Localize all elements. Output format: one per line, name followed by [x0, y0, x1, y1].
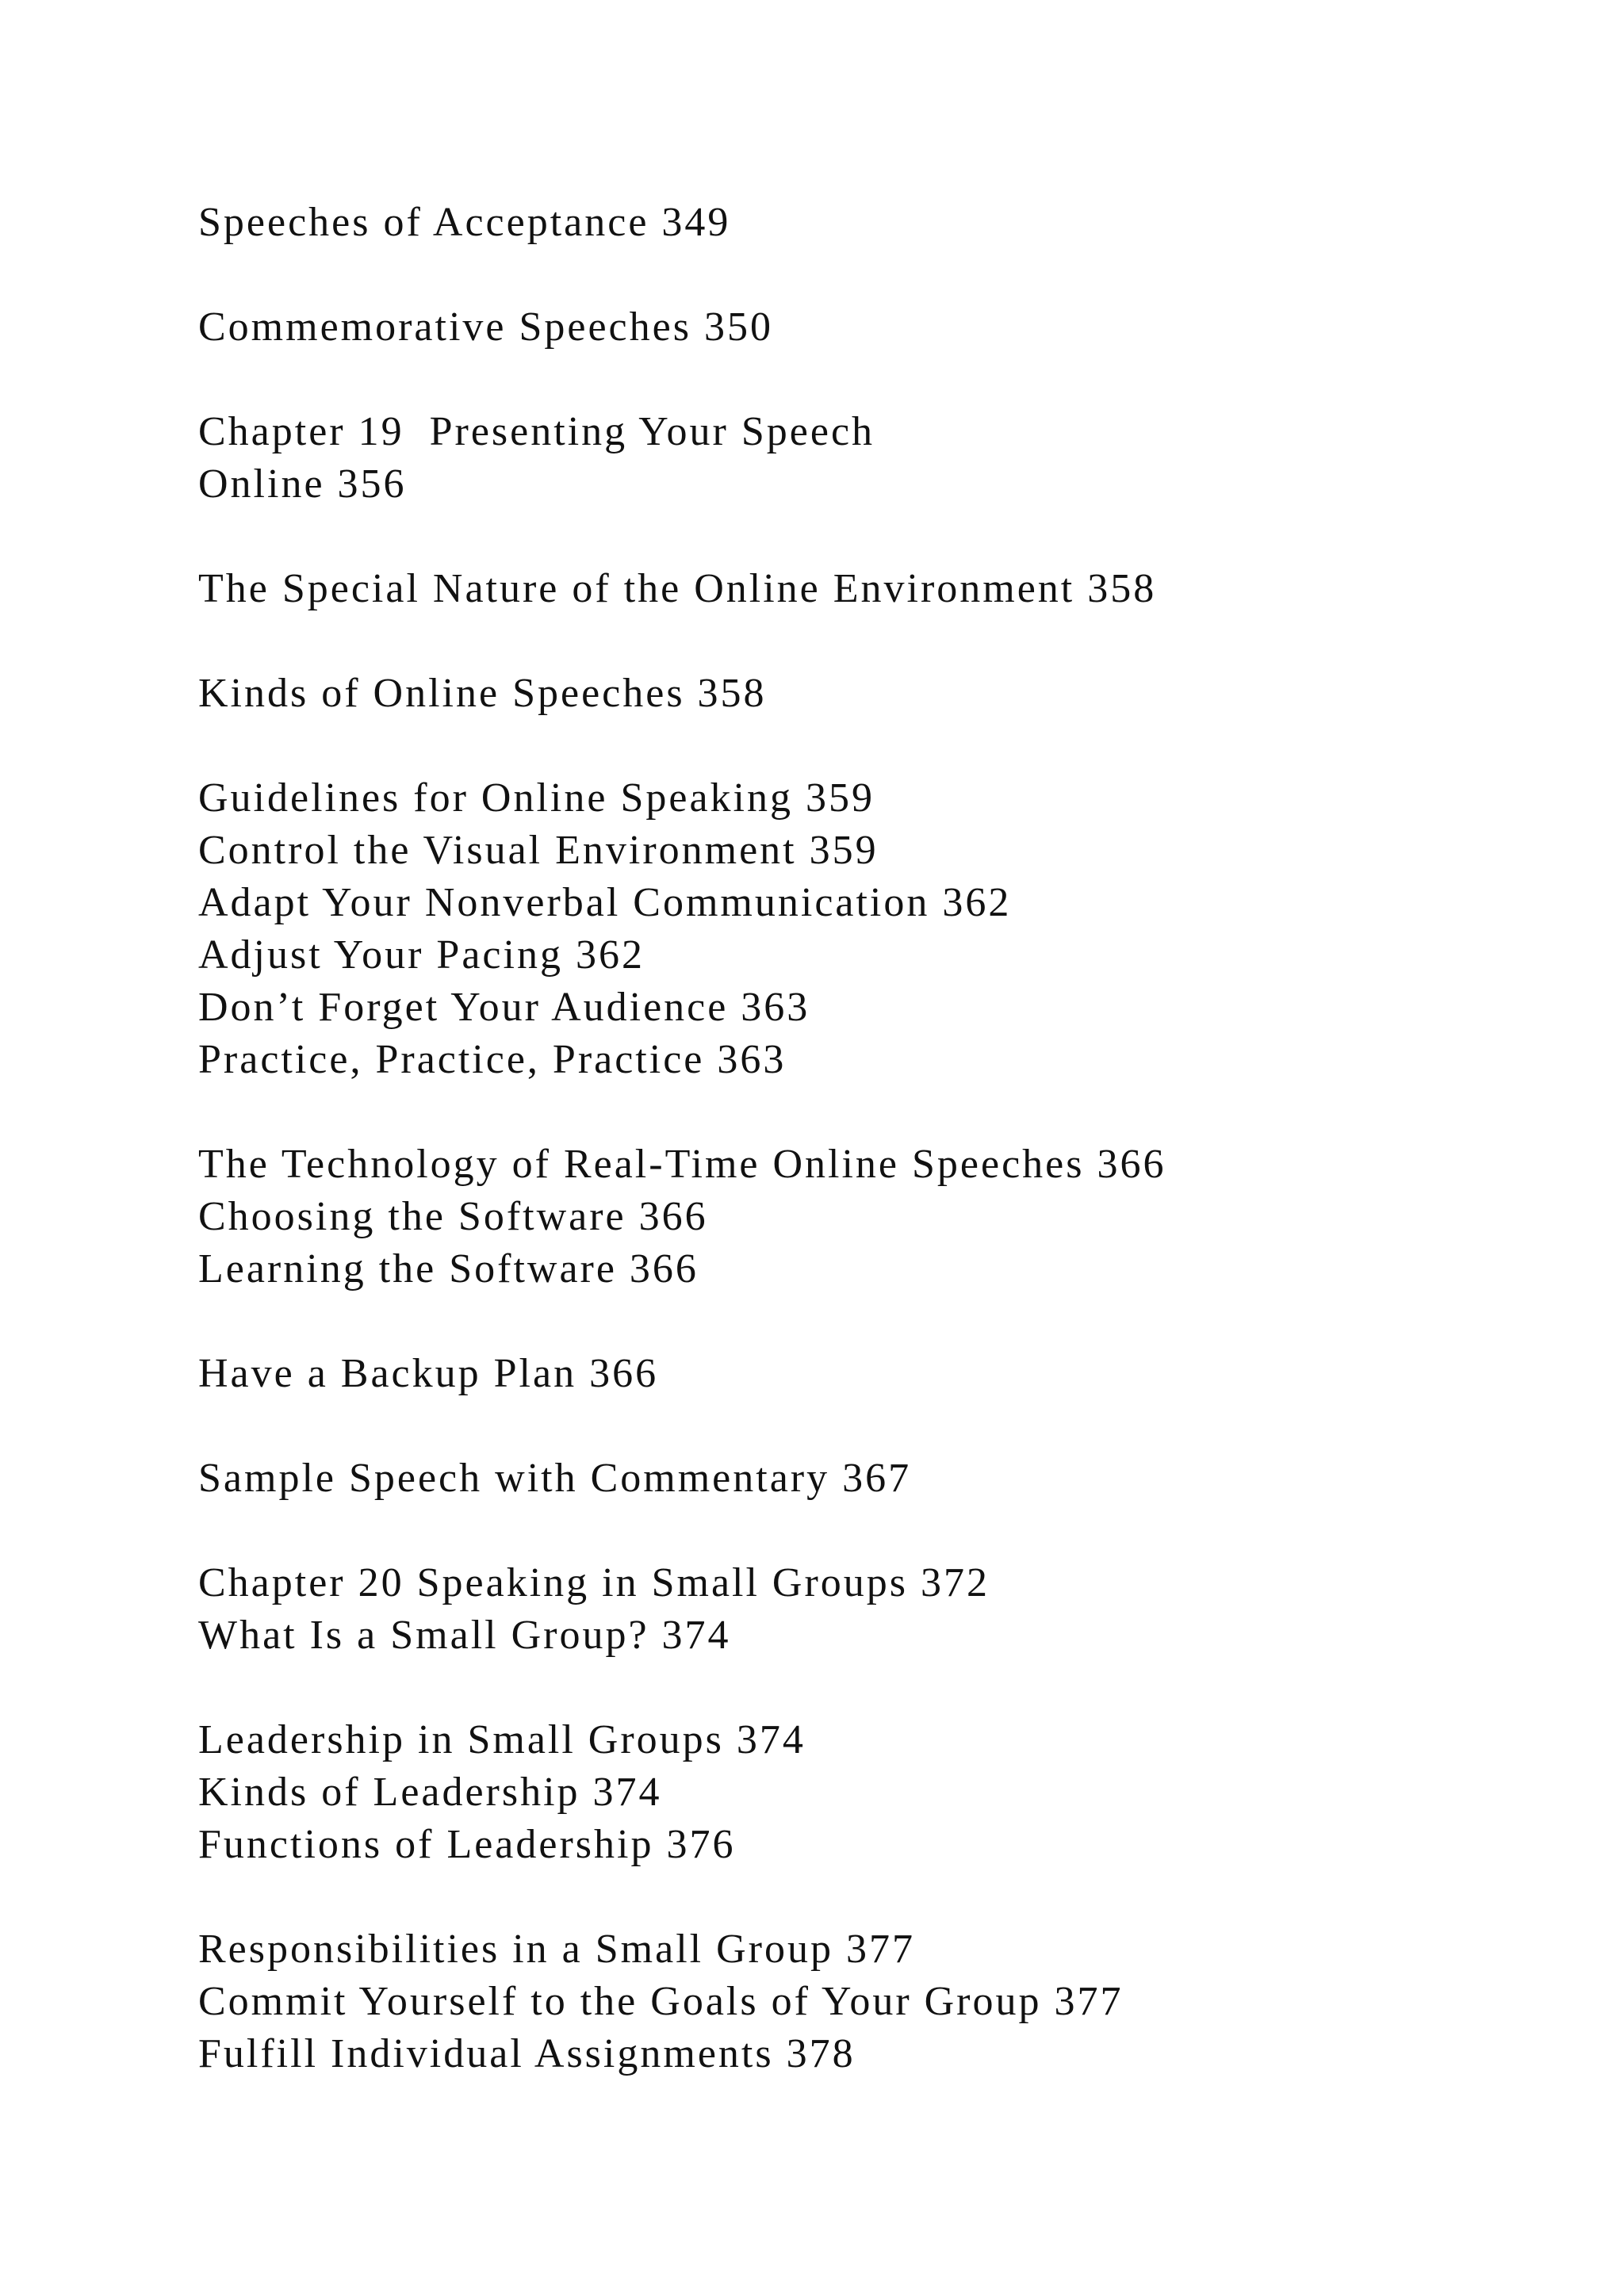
toc-entry: The Technology of Real-Time Online Speeches 366	[198, 1142, 1166, 1187]
toc-subentry: Control the Visual Environment 359	[198, 828, 879, 873]
toc-subentry: Don’t Forget Your Audience 363	[198, 985, 810, 1030]
toc-subentry: Choosing the Software 366	[198, 1194, 708, 1239]
toc-subentry: Functions of Leadership 376	[198, 1822, 736, 1867]
toc-entry: What Is a Small Group? 374	[198, 1613, 731, 1658]
toc-chapter-heading: Chapter 19 Presenting Your Speech	[198, 409, 875, 454]
toc-entry: Commemorative Speeches 350	[198, 304, 773, 350]
toc-entry: Speeches of Acceptance 349	[198, 200, 731, 245]
toc-subentry: Adjust Your Pacing 362	[198, 932, 645, 978]
toc-subentry: Fulfill Individual Assignments 378	[198, 2031, 856, 2076]
toc-chapter-heading: Chapter 20 Speaking in Small Groups 372	[198, 1560, 990, 1605]
toc-entry: The Special Nature of the Online Environment 358	[198, 566, 1157, 611]
toc-subentry: Adapt Your Nonverbal Communication 362	[198, 880, 1012, 925]
toc-entry: Sample Speech with Commentary 367	[198, 1456, 912, 1501]
toc-entry: Responsibilities in a Small Group 377	[198, 1927, 915, 1972]
toc-subentry: Practice, Practice, Practice 363	[198, 1037, 787, 1082]
toc-subentry: Kinds of Leadership 374	[198, 1770, 662, 1815]
toc-subentry: Learning the Software 366	[198, 1246, 699, 1292]
toc-chapter-heading-continued: Online 356	[198, 461, 407, 507]
toc-subentry: Commit Yourself to the Goals of Your Group 377	[198, 1979, 1124, 2024]
toc-entry: Guidelines for Online Speaking 359	[198, 775, 875, 821]
toc-entry: Leadership in Small Groups 374	[198, 1717, 806, 1762]
toc-entry: Have a Backup Plan 366	[198, 1351, 659, 1396]
toc-entry: Kinds of Online Speeches 358	[198, 671, 767, 716]
